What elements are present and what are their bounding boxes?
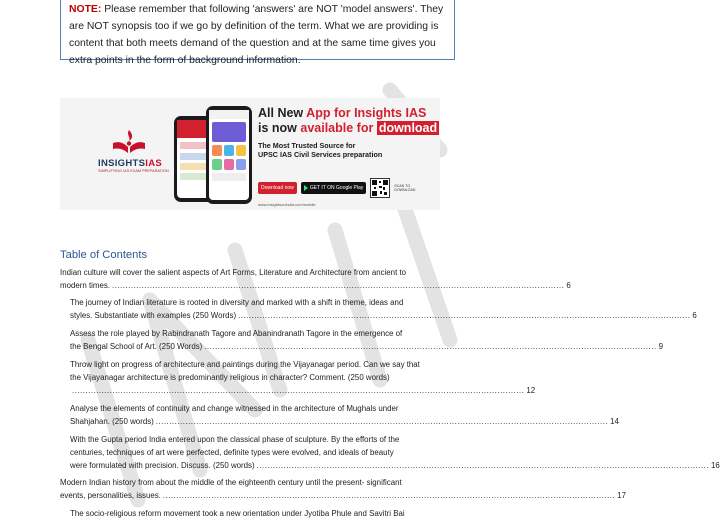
table-of-contents [60,266,720,520]
book-flame-icon [109,126,149,156]
toc-page-number: 14 [610,417,619,426]
logo-tagline: SIMPLIFYING IAS EXAM PREPARATION [98,169,169,173]
qr-code-icon [370,178,390,198]
toc-entry[interactable]: With the Gupta period India entered upon the classical phase of sculpture. By the efforts of the centuries, techniques of art were perfected, definite types were evolved, and ideals of beauty were formulated with precision. Discuss. (250 words) ........................................................................................................................................................................ 16 [70,435,720,470]
banner-headline-line1: All New App for Insights IAS [258,106,427,120]
toc-entry[interactable]: The socio-religious reform movement took a new orientation under Jyotiba Phule and Savitri Bai [70,509,405,518]
toc-page-number: 12 [526,386,536,395]
toc-page-number: 6 [566,281,571,290]
google-play-button[interactable]: GET IT ON Google Play [301,182,366,194]
play-store-icon [304,185,308,191]
toc-title: Table of Contents [60,249,148,261]
toc-entry[interactable]: Modern Indian history from about the middle of the eighteenth century until the present- significant events, personalities, issues. ........................................................................................................................................................................ 17 [60,478,626,500]
scan-to-download-label: SCAN TO DOWNLOAD [394,183,416,192]
note-text: Please remember that following 'answers' are NOT 'model answers'. They are NOT synopsis too if we go by definition of the term. What we are providing is content that both meets demand of the question and at the same time gives you extra points in the form of background information. [69,4,444,66]
toc-page-number: 6 [692,311,697,320]
banner-headline-line2: is now available for download [258,121,438,135]
store-buttons [258,178,414,198]
toc-page-number: 17 [617,491,626,500]
toc-entry[interactable]: Throw light on progress of architecture and paintings during the Vijayanagar period. Can we say that the Vijayanagar architecture is predominantly religious in character? Comment. (250 words) ........................................................................................................................................................................ 12 [70,360,536,395]
download-now-button[interactable]: Download now [258,182,297,194]
phone-front [206,106,252,204]
insights-logo [98,126,169,173]
toc-entry[interactable]: Analyse the elements of continuity and change witnessed in the architecture of Mughals under Shahjahan. (250 words) ........................................................................................................................................................................ 14 [70,404,619,426]
logo-wordmark: INSIGHTSIAS [98,158,163,169]
note-box [60,0,455,66]
app-phone-mockups [168,102,256,206]
toc-entry[interactable]: Assess the role played by Rabindranath Tagore and Abanindranath Tagore in the emergence of the Bengal School of Art. (250 Words) ........................................................................................................................................................................ 9 [70,329,664,351]
banner-site-url: www.insightsonindia.com/mobile [258,202,316,207]
note-label: NOTE: [69,4,102,15]
toc-page-number: 16 [710,461,720,470]
toc-entry[interactable]: The journey of Indian literature is rooted in diversity and marked with a shift in theme, ideas and styles. Substantiate with examples (250 Words) ........................................................................................................................................................................ 6 [70,298,697,320]
banner-trusted-text: The Most Trusted Source for UPSC IAS Civil Services preparation [258,141,383,159]
toc-entry[interactable]: Indian culture will cover the salient aspects of Art Forms, Literature and Architecture from ancient to modern times. ........................................................................................................................................................................ 6 [60,268,571,290]
app-promo-banner[interactable] [60,98,440,210]
banner-copy [258,106,438,207]
toc-page-number: 9 [658,342,664,351]
